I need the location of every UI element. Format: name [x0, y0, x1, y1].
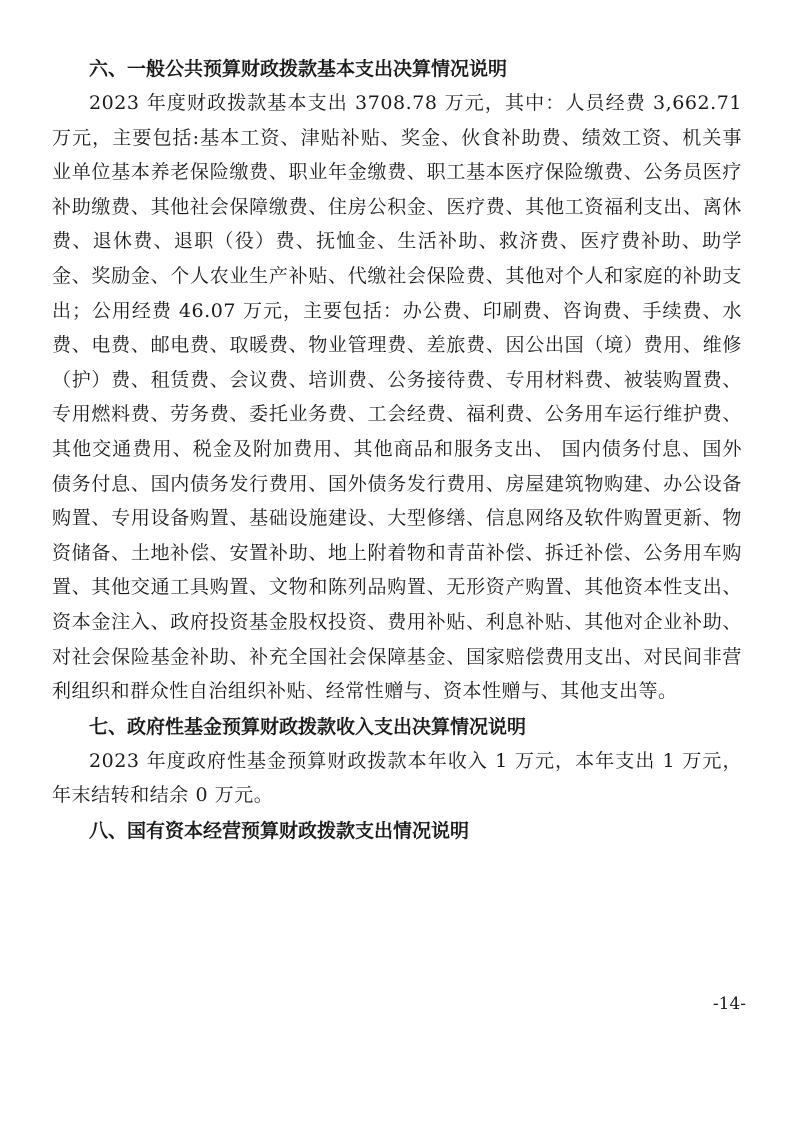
section-heading-6: 六、一般公共预算财政拨款基本支出决算情况说明: [89, 58, 508, 80]
page-number: -14-: [712, 994, 746, 1014]
section-6-paragraph: 2023 年度财政拨款基本支出 3708.78 万元，其中：人员经费 3,662.71 万元，主要包括:基本工资、津贴补贴、奖金、伙食补助费、绩效工资、机关事业单位基本养老保险缴费、职业年金缴费、职工基本医疗保险缴费、公务员医疗补助缴费、其他社会保障缴费、住房公积金、医疗费、其他工资福利支出、离休费、退休费、退职（役）费、抚恤金、生活补助、救济费、医疗费补助、助学金、奖励金、个人农业生产补贴、代缴社会保险费、其他对个人和家庭的补助支出；公用经费 46.07 万元，主要包括：办公费、印刷费、咨询费、手续费、水费、电费、邮电费、取暖费、物业管理费、差旅费、因公出国（境）费用、维修（护）费、租赁费、会议费、培训费、公务接待费、专用材料费、被装购置费、专用燃料费、劳务费、委托业务费、工会经费、福利费、公务用车运行维护费、其他交通费用、税金及附加费用、其他商品和服务支出、 国内债务付息、国外债务付息、国内债务发行费用、国外债务发行费用、房屋建筑物购建、办公设备购置、专用设备购置、基础设施建设、大型修缮、信息网络及软件购置更新、物资储备、土地补偿、安置补助、地上附着物和青苗补偿、拆迁补偿、公务用车购置、其他交通工具购置、文物和陈列品购置、无形资产购置、其他资本性支出、资本金注入、政府投资基金股权投资、费用补贴、利息补贴、其他对企业补助、对社会保险基金补助、补充全国社会保障基金、国家赔偿费用支出、对民间非营利组织和群众性自治组织补贴、经常性赠与、资本性赠与、其他支出等。: [52, 92, 742, 703]
section-heading-8: 八、国有资本经营预算财政拨款支出情况说明: [89, 819, 470, 842]
section-7-paragraph: 2023 年度政府性基金预算财政拨款本年收入 1 万元，本年支出 1 万元，年末结转和结余 0 万元。: [52, 749, 742, 807]
document-page: [52, 52, 742, 848]
section-heading-7: 七、政府性基金预算财政拨款收入支出决算情况说明: [89, 715, 527, 738]
